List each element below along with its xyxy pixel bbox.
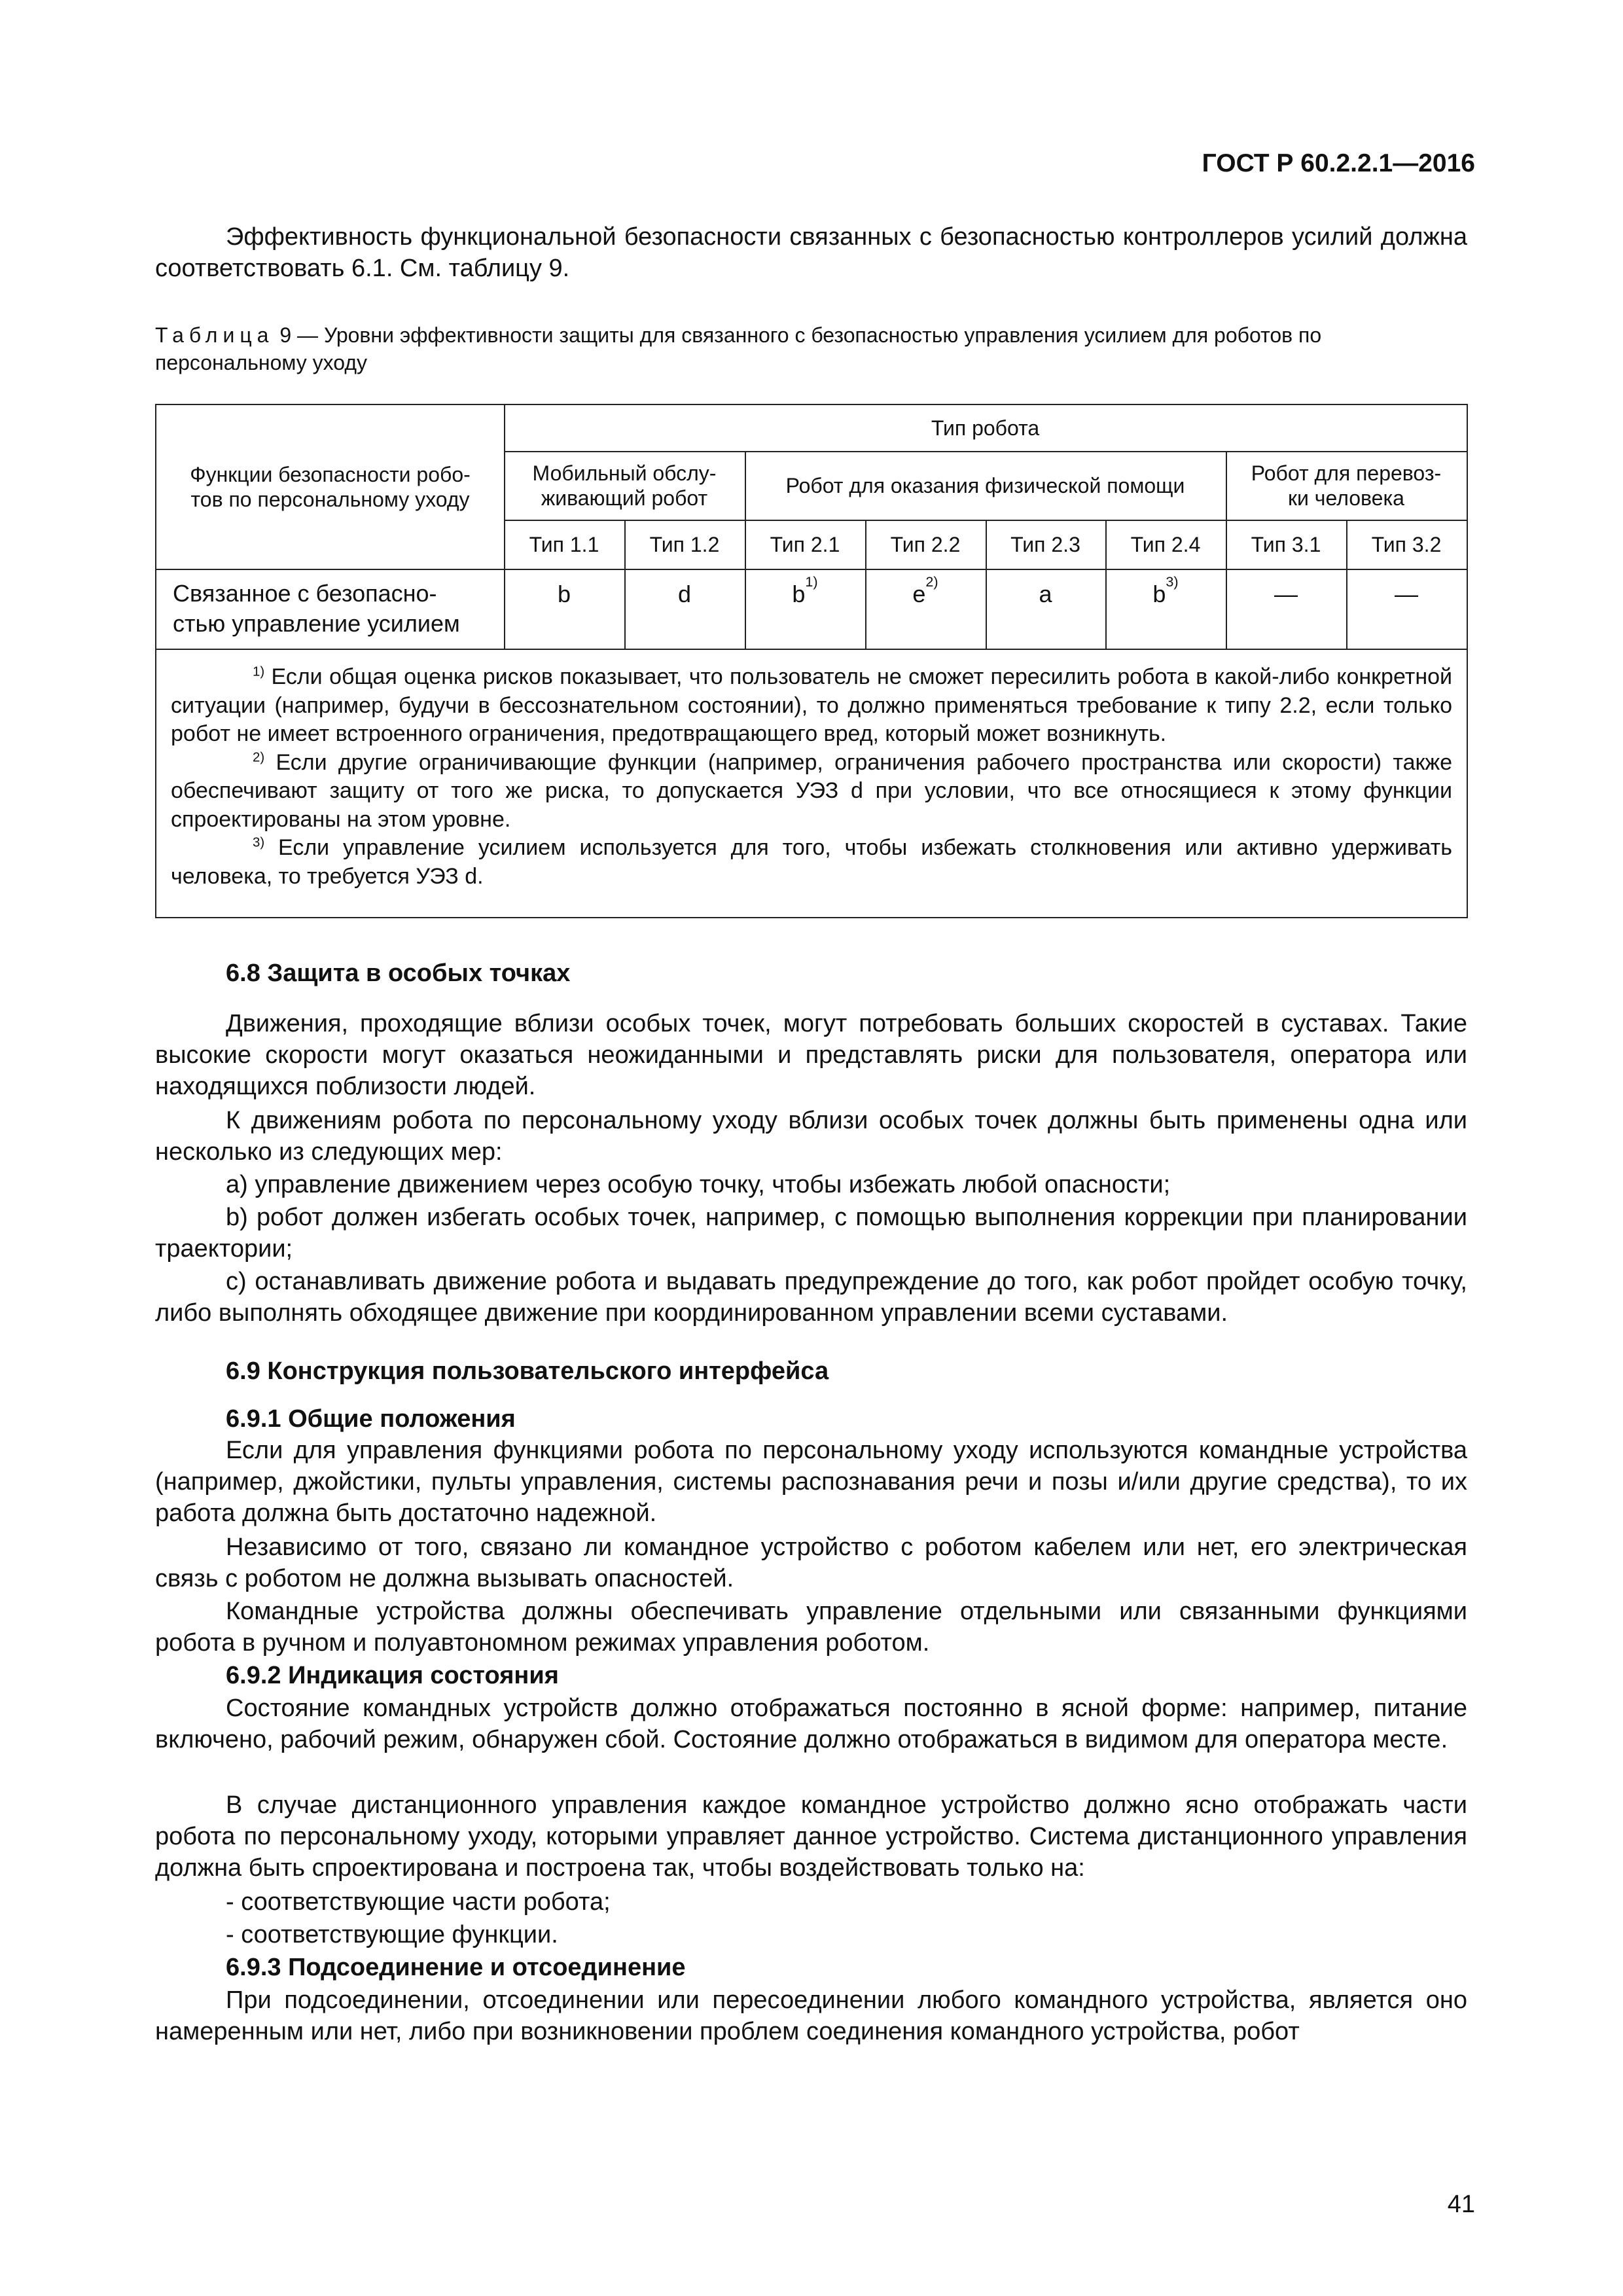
- paragraph: При подсоединении, отсоединении или пересоединении любого командного устройства, является оно намеренным или нет, либо при возникновении проблем соединения командного устройства, робот: [155, 1986, 1467, 2045]
- list-item-c: c) останавливать движение робота и выдавать предупреждение до того, как робот пройдет особую точку, либо выполнять обходящее движение при координированном управлении всеми суставами.: [155, 1268, 1467, 1327]
- value-text: a: [1039, 581, 1052, 607]
- rule: [156, 649, 1467, 650]
- type-header: Тип 2.1: [770, 532, 840, 556]
- table-caption: [155, 321, 1467, 376]
- paragraph: Независимо от того, связано ли командное устройство с роботом кабелем или нет, его электрическая связь с роботом не должна вызывать опасностей.: [155, 1534, 1467, 1592]
- value-cell: [1346, 569, 1467, 649]
- paragraph: Движения, проходящие вблизи особых точек, могут потребовать больших скоростей в суставах. Такие высокие скорости могут оказаться неожиданными и представлять риски для пользователя, оператора или находящихся поблизости людей.: [155, 1010, 1467, 1100]
- paragraph: В случае дистанционного управления каждое командное устройство должно ясно отображать части робота по персональному уходу, которыми управляет данное устройство. Система дистанционного управления должна быть спроектирована и построена так, чтобы воздействовать только на:: [155, 1791, 1467, 1882]
- footnote: [171, 749, 1452, 834]
- value-cell: [986, 569, 1105, 649]
- list-item-b: b) робот должен избегать особых точек, например, с помощью выполнения коррекции при планировании траектории;: [155, 1204, 1467, 1263]
- value-text: e: [912, 581, 926, 607]
- footnote: [171, 663, 1452, 749]
- footnote-mark: 1): [253, 664, 265, 679]
- table-caption-text: 9 — Уровни эффективности защиты для связанного с безопасностью управления усилием для роботов по персональному уходу: [155, 323, 1322, 374]
- section-heading-6-8: 6.8 Защита в особых точках: [226, 960, 571, 987]
- intro-paragraph: Эффективность функциональной безопасности связанных с безопасностью контроллеров усилий должна соответствовать 6.1. См. таблицу 9.: [155, 223, 1467, 282]
- row-header-cell: Функции безопасности робо-тов по персональному уходу: [190, 463, 471, 511]
- page-number: 41: [1447, 2191, 1475, 2218]
- value-text: —: [1395, 581, 1418, 607]
- type-header: Тип 3.1: [1251, 532, 1321, 556]
- dash-item: - соответствующие функции.: [226, 1921, 558, 1948]
- type-header: Тип 3.2: [1371, 532, 1442, 556]
- value-text: —: [1274, 581, 1298, 607]
- paragraph: Если для управления функциями робота по персональному уходу используются командные устройства (например, джойстики, пульты управления, системы распознавания речи и позы и/или другие средства), то их работа должна быть достаточно надежной.: [155, 1437, 1467, 1527]
- footnote-text: Если общая оценка рисков показывает, что пользователь не сможет пересилить робота в какой-либо конкретной ситуации (например, будучи в бессознательном состоянии), то должно применяться требование к типу 2.2, если только робот не имеет встроенного ограничения, предотвращающего вред, который может возникнуть.: [171, 664, 1452, 746]
- subsection-heading-6-9-1: 6.9.1 Общие положения: [226, 1405, 516, 1433]
- type-header: Тип 1.2: [649, 532, 720, 556]
- dash-item: - соответствующие части робота;: [226, 1888, 611, 1916]
- table-caption-label: Таблица: [155, 323, 274, 347]
- type-header: Тип 1.1: [529, 532, 599, 556]
- footnote-text: Если управление усилием используется для того, чтобы избежать столкновения или активно удерживать человека, то требуется УЭЗ d.: [171, 835, 1452, 889]
- type-header: Тип 2.3: [1010, 532, 1080, 556]
- value-cell: b 3): [1152, 573, 1179, 607]
- type-header: Тип 2.2: [890, 532, 961, 556]
- footnote-mark: 2): [253, 750, 265, 765]
- value-text: d: [677, 581, 692, 607]
- document-code: ГОСТ Р 60.2.2.1—2016: [1202, 149, 1475, 177]
- value-text: b: [792, 581, 806, 607]
- paragraph: Состояние командных устройств должно отображаться постоянно в ясной форме: например, питание включено, рабочий режим, обнаружен сбой. Состояние должно отображаться в видимом для оператора месте.: [155, 1695, 1467, 1753]
- group-header-person-carrier: Робот для перевоз-ки человека: [1251, 461, 1442, 510]
- footnote-mark: 3): [253, 835, 265, 850]
- footnote-text: Если другие ограничивающие функции (например, ограничения рабочего пространства или скорости) также обеспечивают защиту от того же риска, то допускается УЭЗ d при условии, что все относящиеся к этому функции спроектированы на этом уровне.: [171, 749, 1452, 832]
- value-cell: e 2): [912, 573, 938, 607]
- subsection-heading-6-9-3: 6.9.3 Подсоединение и отсоединение: [226, 1954, 686, 1981]
- value-text: b: [1152, 581, 1166, 607]
- robot-type-header: Тип робота: [931, 416, 1040, 440]
- subsection-heading-6-9-2: 6.9.2 Индикация состояния: [226, 1662, 559, 1689]
- group-header-physical-assistance: Робот для оказания физической помощи: [785, 473, 1185, 497]
- value-cell: [1226, 569, 1346, 649]
- list-item-a: a) управление движением через особую точку, чтобы избежать любой опасности;: [226, 1171, 1171, 1198]
- value-cell: b 1): [792, 573, 818, 607]
- group-header-mobile: Мобильный обслу-живающий робот: [532, 461, 717, 510]
- type-header: Тип 2.4: [1130, 532, 1201, 556]
- value-cell: [504, 569, 624, 649]
- section-heading-6-9: 6.9 Конструкция пользовательского интерфейса: [226, 1357, 829, 1385]
- footnote: [171, 834, 1452, 891]
- protection-levels-table: [155, 404, 1468, 918]
- row-label: Связанное с безопасно-стью управление усилием: [173, 580, 460, 637]
- table-footnotes: [156, 653, 1467, 891]
- value-cell: [624, 569, 745, 649]
- paragraph: К движениям робота по персональному уходу вблизи особых точек должны быть применены одна или несколько из следующих мер:: [155, 1107, 1467, 1166]
- value-text: b: [557, 581, 571, 607]
- paragraph: Командные устройства должны обеспечивать управление отдельными или связанными функциями робота в ручном и полуавтономном режимах управления роботом.: [155, 1598, 1467, 1657]
